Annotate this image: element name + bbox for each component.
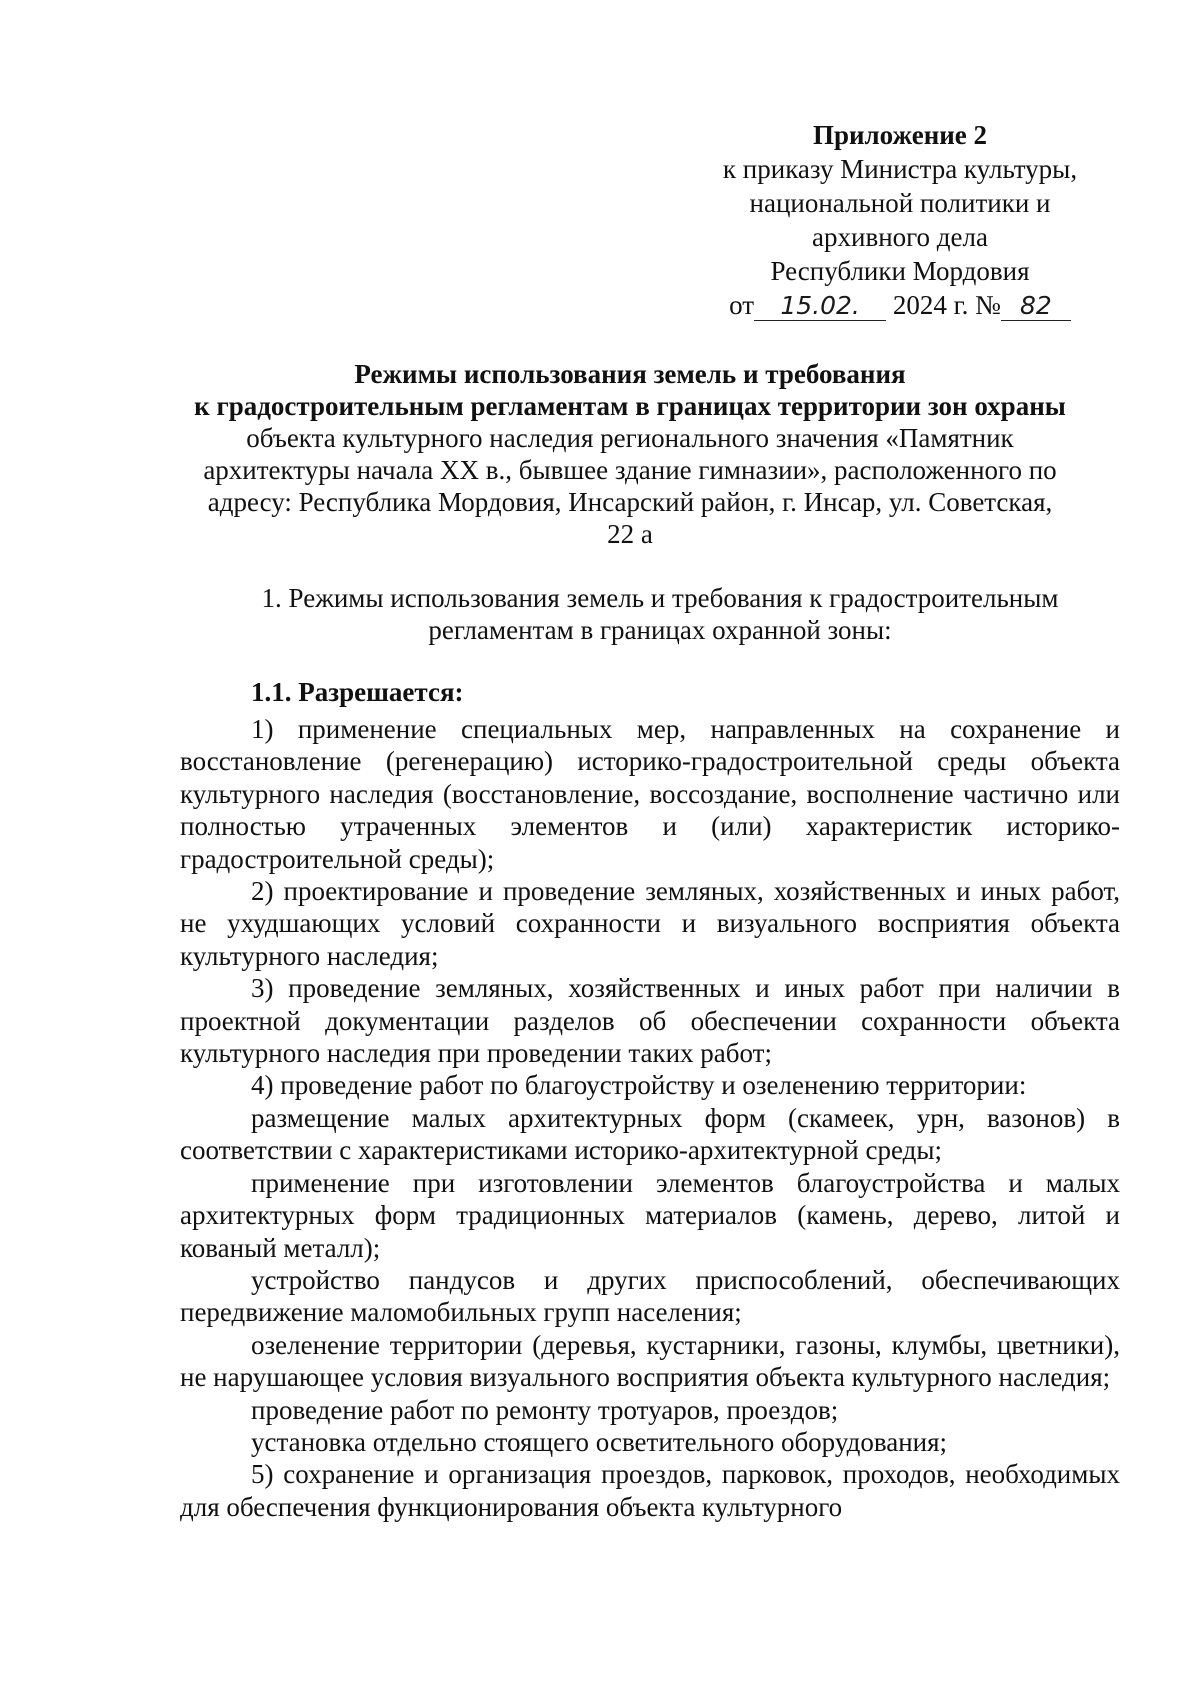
paragraph: устройство пандусов и других приспособлений, обеспечивающих передвижение маломобильных групп населения; xyxy=(180,1264,1120,1328)
appendix-line-1: к приказу Министра культуры, xyxy=(722,154,1078,184)
paragraph: 2) проектирование и проведение земляных, хозяйственных и иных работ, не ухудшающих условий сохранности и визуального восприятия объекта культурного наследия; xyxy=(180,876,1120,971)
paragraph: 1) применение специальных мер, направленных на сохранение и восстановление (регенерацию) историко-градостроительной среды объекта культурного наследия (восстановление, воссоздание, восполнение частично или полностью утраченных элементов и (или) характеристик историко-градостроительной среды); xyxy=(180,714,1120,874)
paragraph: размещение малых архитектурных форм (скамеек, урн, вазонов) в соответствии с характеристиками историко-архитектурной среды; xyxy=(180,1102,1120,1166)
section-line-1: 1. Режимы использования земель и требования к градостроительным xyxy=(261,583,1059,613)
handwritten-number: 82 xyxy=(1001,292,1071,321)
paragraph: проведение работ по ремонту тротуаров, проездов; xyxy=(251,1394,839,1425)
section-heading xyxy=(180,582,1140,646)
title-bold-line-1: Режимы использования земель и требования xyxy=(354,359,906,389)
title-line-4: архитектуры начала XX в., бывшее здание гимназии», расположенного по xyxy=(203,455,1057,485)
paragraph: озеленение территории (деревья, кустарники, газоны, клумбы, цветники), не нарушающее условия визуального восприятия объекта культурного наследия; xyxy=(180,1329,1120,1393)
title-line-6: 22 а xyxy=(607,519,653,549)
appendix-line-4: Республики Мордовия xyxy=(770,256,1030,286)
body-text xyxy=(180,713,1120,1523)
paragraph: 5) сохранение и организация проездов, парковок, проходов, необходимых для обеспечения функционирования объекта культурного xyxy=(180,1459,1120,1522)
appendix-header xyxy=(690,118,1110,322)
appendix-line-2: национальной политики и xyxy=(749,188,1051,218)
title-line-3: объекта культурного наследия регионального значения «Памятник xyxy=(246,423,1014,453)
paragraph: 4) проведение работ по благоустройству и озеленению территории: xyxy=(251,1070,1027,1101)
date-prefix: от xyxy=(729,290,755,320)
title-line-5: адресу: Республика Мордовия, Инсарский район, г. Инсар, ул. Советская, xyxy=(207,487,1053,517)
appendix-line-3: архивного дела xyxy=(812,222,988,252)
document-title xyxy=(150,358,1110,550)
paragraph: применение при изготовлении элементов благоустройства и малых архитектурных форм традиционных материалов (камень, дерево, литой и кованый металл); xyxy=(180,1167,1120,1263)
paragraph: установка отдельно стоящего осветительного оборудования; xyxy=(251,1426,948,1457)
title-bold-line-2: к градостроительным регламентам в границах территории зон охраны xyxy=(194,391,1066,421)
paragraph: 3) проведение земляных, хозяйственных и иных работ при наличии в проектной документации разделов об обеспечении сохранности объекта культурного наследия при проведении таких работ; xyxy=(180,973,1120,1069)
date-suffix: 2024 г. № xyxy=(892,290,1001,320)
subsection-heading: 1.1. Разрешается: xyxy=(251,677,464,707)
order-date-line xyxy=(690,288,1110,322)
handwritten-date: 15.02. xyxy=(754,292,886,321)
section-line-2: регламентам в границах охранной зоны: xyxy=(428,615,892,645)
appendix-title: Приложение 2 xyxy=(812,120,988,150)
